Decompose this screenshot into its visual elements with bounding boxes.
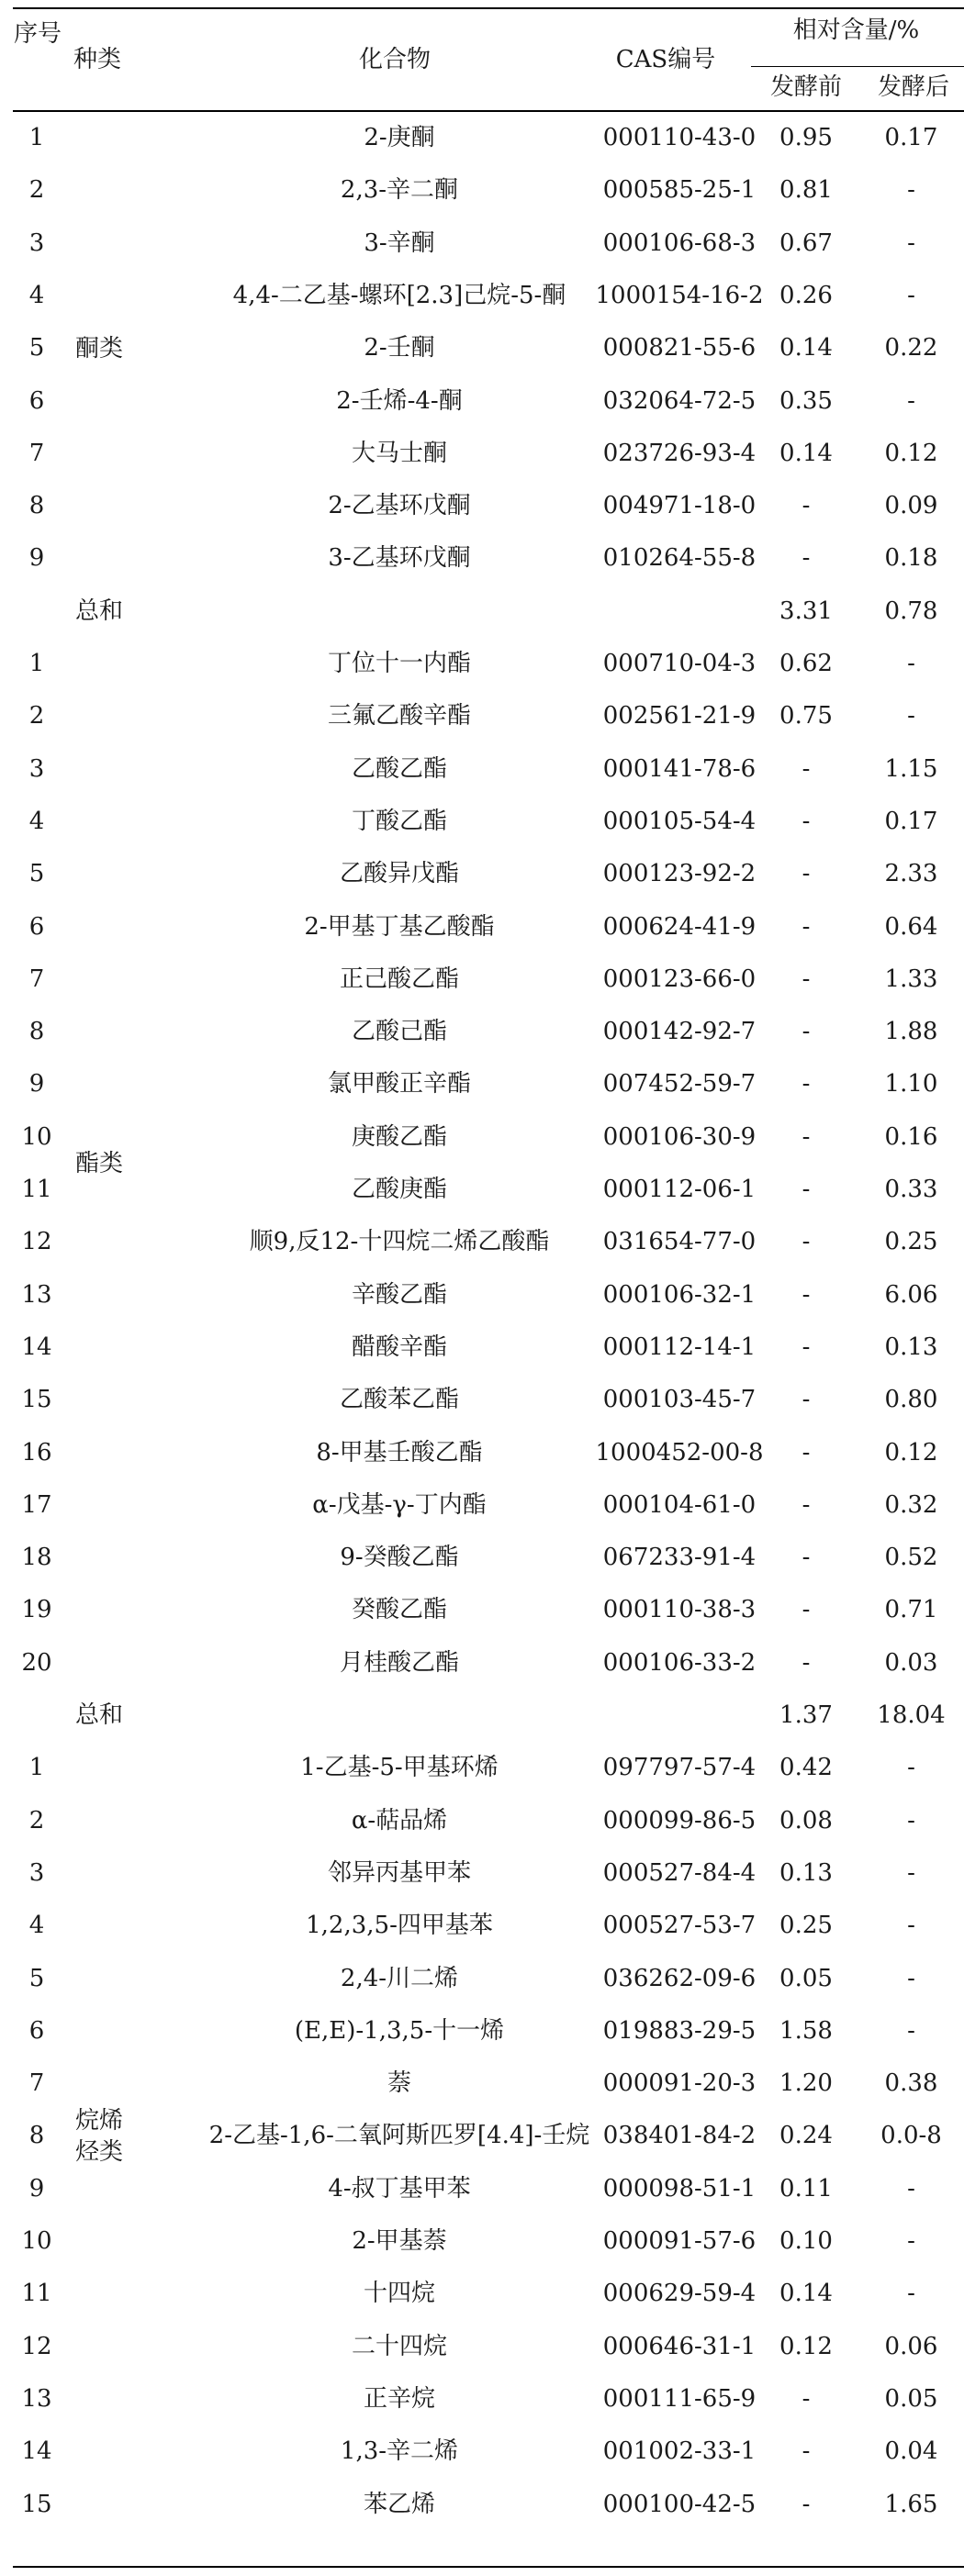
- row-seq: 14: [21, 2437, 52, 2466]
- top-rule: [13, 7, 964, 9]
- row-seq: 17: [21, 1490, 52, 1519]
- row-compound: 十四烷: [363, 2280, 435, 2308]
- row-compound: 月桂酸乙酯: [339, 1648, 459, 1677]
- row-after: 0.13: [884, 1333, 938, 1361]
- row-compound: 正己酸乙酯: [339, 965, 459, 993]
- row-seq: 1: [28, 650, 45, 677]
- row-after: 0.33: [884, 1176, 938, 1203]
- row-after: 1.15: [884, 754, 938, 783]
- header-relative-content: 相对含量/%: [792, 17, 920, 44]
- row-cas: 000646-31-1: [602, 2332, 757, 2360]
- row-cas: 000624-41-9: [602, 912, 757, 941]
- row-compound: 3-辛酮: [364, 229, 435, 257]
- row-before: 0.05: [779, 1964, 833, 1992]
- row-after: 1.33: [884, 965, 938, 993]
- row-seq: 2: [28, 702, 45, 730]
- row-cas: 000585-25-1: [602, 176, 757, 205]
- row-before: 0.26: [779, 281, 833, 309]
- row-seq: 2: [28, 1806, 45, 1834]
- row-cas: 000100-42-5: [602, 2490, 757, 2518]
- row-before: 0.13: [779, 1858, 833, 1887]
- row-seq: 8: [28, 492, 45, 520]
- table-row: [0, 953, 964, 1006]
- row-compound: 8-甲基壬酸乙酯: [316, 1438, 483, 1466]
- row-before: 0.25: [779, 1912, 833, 1940]
- row-after: -: [907, 2016, 915, 2045]
- row-before: -: [801, 2437, 811, 2466]
- row-seq: 4: [28, 281, 45, 309]
- row-cas: 000527-84-4: [602, 1858, 757, 1887]
- table-row: [0, 428, 964, 480]
- table-row: [0, 1532, 964, 1584]
- row-cas: 000112-06-1: [602, 1176, 757, 1203]
- row-after: 0.25: [884, 1228, 938, 1256]
- row-after: -: [907, 386, 915, 415]
- row-cas: 000629-59-4: [602, 2280, 757, 2308]
- row-seq: 9: [28, 1070, 45, 1098]
- header-after-fermentation: 发酵后: [877, 73, 949, 101]
- row-after: 0.06: [884, 2332, 938, 2360]
- row-compound: 2-甲基丁基乙酸酯: [304, 912, 495, 941]
- row-after: 0.52: [884, 1544, 938, 1572]
- row-seq: 20: [21, 1648, 52, 1677]
- row-after: -: [907, 2227, 915, 2255]
- row-seq: 1: [28, 124, 45, 151]
- row-after: 0.32: [884, 1490, 938, 1519]
- row-seq: 13: [21, 2384, 52, 2413]
- row-seq: 15: [21, 1386, 52, 1414]
- row-after: 0.17: [884, 124, 938, 151]
- row-compound: 2-乙基环戊酮: [328, 492, 471, 520]
- row-compound: 4-叔丁基甲苯: [328, 2174, 471, 2202]
- row-after: -: [907, 1858, 915, 1887]
- row-cas: 000527-53-7: [602, 1912, 757, 1940]
- row-compound: 丁酸乙酯: [351, 807, 447, 835]
- row-cas: 038401-84-2: [602, 2122, 757, 2150]
- row-seq: 14: [21, 1333, 52, 1361]
- table-row: [0, 270, 964, 322]
- row-before: 0.24: [779, 2122, 833, 2150]
- table-row: [0, 1006, 964, 1058]
- row-compound: α-萜品烯: [351, 1806, 448, 1834]
- row-cas: 000106-33-2: [602, 1648, 757, 1677]
- table-row: [0, 532, 964, 585]
- row-compound: 1-乙基-5-甲基环烯: [300, 1754, 499, 1782]
- row-before: 0.11: [779, 2174, 833, 2202]
- row-seq: 7: [28, 2069, 45, 2098]
- row-before: -: [801, 754, 811, 783]
- header-before-fermentation: 发酵前: [769, 73, 842, 101]
- row-before: -: [801, 1018, 811, 1046]
- table-row: [0, 2110, 964, 2162]
- row-compound: 苯乙烯: [363, 2490, 435, 2518]
- row-after: 0.12: [884, 1438, 938, 1466]
- table-row: [0, 1584, 964, 1636]
- row-cas: 097797-57-4: [602, 1754, 757, 1782]
- row-seq: 5: [28, 334, 45, 362]
- row-before: 0.14: [779, 334, 833, 362]
- row-compound: 4,4-二乙基-螺环[2.3]己烷-5-酮: [232, 281, 566, 309]
- table-row: [0, 848, 964, 900]
- table-row: [0, 1479, 964, 1532]
- row-before: 0.14: [779, 2280, 833, 2308]
- row-cas: 000099-86-5: [602, 1806, 757, 1834]
- row-before: 0.62: [779, 650, 833, 677]
- row-before: 0.95: [779, 124, 833, 151]
- row-compound: 三氟乙酸辛酯: [327, 702, 471, 730]
- row-after: -: [907, 281, 915, 309]
- row-cas: 000091-20-3: [602, 2069, 757, 2098]
- row-compound: 1,2,3,5-四甲基苯: [306, 1912, 493, 1940]
- row-cas: 000104-61-0: [602, 1490, 757, 1519]
- row-seq: 8: [28, 1018, 45, 1046]
- header-seq: 序号: [13, 20, 62, 48]
- row-before: -: [801, 1544, 811, 1572]
- row-seq: 2: [28, 176, 45, 205]
- category-label: 酯类: [75, 1150, 124, 1177]
- row-compound: 丁位十一内酯: [327, 650, 471, 677]
- row-after: 0.18: [884, 544, 938, 573]
- total-before: 3.31: [779, 597, 833, 625]
- row-cas: 000106-32-1: [602, 1280, 757, 1309]
- row-compound: 乙酸庚酯: [351, 1176, 447, 1203]
- table-row: [0, 743, 964, 796]
- row-cas: 000111-65-9: [602, 2384, 757, 2413]
- row-before: -: [801, 1122, 811, 1151]
- row-compound: 9-癸酸乙酯: [340, 1544, 459, 1572]
- row-before: -: [801, 1070, 811, 1098]
- row-cas: 000110-38-3: [602, 1596, 757, 1624]
- row-seq: 1: [28, 1754, 45, 1782]
- row-cas: 000710-04-3: [602, 650, 757, 677]
- row-before: 0.75: [779, 702, 833, 730]
- row-cas: 036262-09-6: [602, 1964, 757, 1992]
- row-after: -: [907, 1754, 915, 1782]
- row-before: -: [801, 1333, 811, 1361]
- row-seq: 9: [28, 2174, 45, 2202]
- row-seq: 12: [21, 1228, 52, 1256]
- row-compound: 2-乙基-1,6-二氧阿斯匹罗[4.4]-壬烷: [208, 2122, 590, 2150]
- row-seq: 4: [28, 807, 45, 835]
- table-row: [0, 1164, 964, 1216]
- row-cas: 023726-93-4: [602, 439, 757, 467]
- row-before: 0.14: [779, 439, 833, 467]
- row-seq: 19: [21, 1596, 52, 1624]
- row-after: 0.80: [884, 1386, 938, 1414]
- row-compound: 二十四烷: [351, 2332, 447, 2360]
- table-row: [0, 2479, 964, 2531]
- row-compound: 2-庚酮: [364, 124, 435, 151]
- row-seq: 3: [28, 229, 45, 257]
- table-row: [0, 1742, 964, 1794]
- row-after: -: [907, 1806, 915, 1834]
- row-cas: 000123-66-0: [602, 965, 757, 993]
- table-row: [0, 1269, 964, 1321]
- row-cas: 000821-55-6: [602, 334, 757, 362]
- total-label: 总和: [75, 597, 124, 625]
- table-row: [0, 164, 964, 217]
- row-before: -: [801, 2384, 811, 2413]
- row-compound: 乙酸异戊酯: [339, 860, 459, 888]
- row-before: -: [801, 1438, 811, 1466]
- row-cas: 067233-91-4: [602, 1544, 757, 1572]
- row-compound: 2-壬烯-4-酮: [336, 386, 463, 415]
- row-compound: 2,3-辛二酮: [340, 176, 459, 205]
- row-seq: 6: [28, 912, 45, 941]
- row-after: 1.65: [884, 2490, 938, 2518]
- row-cas: 000105-54-4: [602, 807, 757, 835]
- row-after: -: [907, 1912, 915, 1940]
- row-after: 0.09: [884, 492, 938, 520]
- row-cas: 1000154-16-2: [595, 281, 764, 309]
- row-cas: 000141-78-6: [602, 754, 757, 783]
- row-cas: 001002-33-1: [602, 2437, 757, 2466]
- row-cas: 002561-21-9: [602, 702, 757, 730]
- row-before: 0.08: [779, 1806, 833, 1834]
- row-seq: 9: [28, 544, 45, 573]
- table-row: [0, 901, 964, 953]
- bottom-rule: [13, 2566, 964, 2568]
- table-row: [0, 112, 964, 164]
- total-after: 18.04: [877, 1701, 946, 1729]
- row-compound: 正辛烷: [363, 2384, 435, 2413]
- table-row: [0, 638, 964, 690]
- row-seq: 18: [21, 1544, 52, 1572]
- row-after: -: [907, 229, 915, 257]
- table-row: [0, 2005, 964, 2057]
- row-cas: 1000452-00-8: [595, 1438, 764, 1466]
- row-before: -: [801, 1648, 811, 1677]
- row-seq: 11: [21, 2280, 52, 2308]
- table-row: [0, 480, 964, 532]
- header-sub-rule: [751, 66, 964, 67]
- row-seq: 8: [28, 2122, 45, 2150]
- row-cas: 007452-59-7: [602, 1070, 757, 1098]
- row-cas: 000098-51-1: [602, 2174, 757, 2202]
- row-after: -: [907, 176, 915, 205]
- category-label: 烷烯 烃类: [75, 2107, 124, 2167]
- row-before: 0.67: [779, 229, 833, 257]
- row-compound: (E,E)-1,3,5-十一烯: [294, 2016, 505, 2045]
- row-seq: 6: [28, 386, 45, 415]
- table-row: [0, 1795, 964, 1847]
- row-compound: 2-甲基萘: [352, 2227, 447, 2255]
- row-compound: 大马士酮: [351, 439, 447, 467]
- row-after: -: [907, 2280, 915, 2308]
- row-cas: 000123-92-2: [602, 860, 757, 888]
- table-row: [0, 1374, 964, 1426]
- row-cas: 010264-55-8: [602, 544, 757, 573]
- table-row: [0, 2268, 964, 2320]
- table-row: [0, 1953, 964, 2005]
- row-after: 0.0-8: [880, 2122, 942, 2150]
- row-before: 1.58: [779, 2016, 833, 2045]
- row-before: 0.42: [779, 1754, 833, 1782]
- row-before: 0.10: [779, 2227, 833, 2255]
- row-seq: 13: [21, 1280, 52, 1309]
- row-cas: 004971-18-0: [602, 492, 757, 520]
- row-compound: 乙酸己酯: [351, 1018, 447, 1046]
- row-before: -: [801, 1228, 811, 1256]
- header-category: 种类: [73, 46, 122, 73]
- row-compound: 1,3-辛二烯: [340, 2437, 459, 2466]
- total-after: 0.78: [884, 597, 938, 625]
- row-after: 0.05: [884, 2384, 938, 2413]
- category-label: 酮类: [75, 334, 124, 362]
- row-after: 0.71: [884, 1596, 938, 1624]
- row-after: 0.16: [884, 1122, 938, 1151]
- row-before: -: [801, 1490, 811, 1519]
- row-before: -: [801, 912, 811, 941]
- row-cas: 000106-68-3: [602, 229, 757, 257]
- row-before: -: [801, 965, 811, 993]
- row-before: -: [801, 807, 811, 835]
- table-row: [0, 1111, 964, 1164]
- row-seq: 5: [28, 1964, 45, 1992]
- row-cas: 032064-72-5: [602, 386, 757, 415]
- row-seq: 16: [21, 1438, 52, 1466]
- row-compound: 顺9,反12-十四烷二烯乙酸酯: [249, 1228, 550, 1256]
- row-compound: 庚酸乙酯: [351, 1122, 447, 1151]
- row-compound: 2-壬酮: [364, 334, 435, 362]
- row-after: 2.33: [884, 860, 938, 888]
- table-row: [0, 1321, 964, 1374]
- table-row: [0, 1900, 964, 1952]
- row-compound: 乙酸乙酯: [351, 754, 447, 783]
- row-before: -: [801, 1596, 811, 1624]
- row-cas: 000110-43-0: [602, 124, 757, 151]
- row-after: 0.03: [884, 1648, 938, 1677]
- row-seq: 10: [21, 2227, 52, 2255]
- table-row: [0, 2425, 964, 2478]
- table-row: [0, 2163, 964, 2215]
- row-before: -: [801, 860, 811, 888]
- row-compound: 醋酸辛酯: [351, 1333, 447, 1361]
- total-row: [0, 585, 964, 638]
- row-compound: 氯甲酸正辛酯: [327, 1070, 471, 1098]
- row-seq: 4: [28, 1912, 45, 1940]
- row-cas: 019883-29-5: [602, 2016, 757, 2045]
- row-compound: 2,4-川二烯: [340, 1964, 459, 1992]
- row-before: -: [801, 2490, 811, 2518]
- total-before: 1.37: [779, 1701, 833, 1729]
- row-seq: 3: [28, 754, 45, 783]
- row-cas: 000091-57-6: [602, 2227, 757, 2255]
- table-row: [0, 2215, 964, 2268]
- row-before: 0.12: [779, 2332, 833, 2360]
- row-after: 0.17: [884, 807, 938, 835]
- row-seq: 7: [28, 439, 45, 467]
- table-row: [0, 690, 964, 742]
- table-row: [0, 2321, 964, 2373]
- row-after: 1.88: [884, 1018, 938, 1046]
- row-after: -: [907, 702, 915, 730]
- row-compound: 辛酸乙酯: [351, 1280, 447, 1309]
- table-row: [0, 322, 964, 374]
- table-row: [0, 796, 964, 848]
- row-after: 0.38: [884, 2069, 938, 2098]
- row-seq: 12: [21, 2332, 52, 2360]
- table-row: [0, 375, 964, 428]
- row-after: 0.64: [884, 912, 938, 941]
- table-row: [0, 2373, 964, 2425]
- row-seq: 10: [21, 1122, 52, 1151]
- row-before: -: [801, 492, 811, 520]
- row-before: 0.35: [779, 386, 833, 415]
- row-after: 0.04: [884, 2437, 938, 2466]
- row-after: 0.12: [884, 439, 938, 467]
- row-seq: 11: [21, 1176, 52, 1203]
- row-compound: 3-乙基环戊酮: [328, 544, 471, 573]
- row-cas: 000103-45-7: [602, 1386, 757, 1414]
- table-row: [0, 1847, 964, 1900]
- row-after: -: [907, 650, 915, 677]
- row-cas: 031654-77-0: [602, 1228, 757, 1256]
- row-before: 0.81: [779, 176, 833, 205]
- table-row: [0, 2057, 964, 2110]
- row-seq: 15: [21, 2490, 52, 2518]
- row-compound: 乙酸苯乙酯: [339, 1386, 459, 1414]
- row-compound: 萘: [387, 2069, 411, 2098]
- row-cas: 000112-14-1: [602, 1333, 757, 1361]
- row-before: 1.20: [779, 2069, 833, 2098]
- row-before: -: [801, 1280, 811, 1309]
- row-compound: 邻异丙基甲苯: [327, 1858, 471, 1887]
- row-cas: 000142-92-7: [602, 1018, 757, 1046]
- row-after: 1.10: [884, 1070, 938, 1098]
- row-seq: 6: [28, 2016, 45, 2045]
- header-compound: 化合物: [358, 46, 431, 73]
- total-row: [0, 1689, 964, 1742]
- row-seq: 5: [28, 860, 45, 888]
- row-after: -: [907, 1964, 915, 1992]
- row-after: 0.22: [884, 334, 938, 362]
- table-row: [0, 1058, 964, 1110]
- row-after: -: [907, 2174, 915, 2202]
- row-before: -: [801, 544, 811, 573]
- table-row: [0, 1427, 964, 1479]
- row-compound: 癸酸乙酯: [351, 1596, 447, 1624]
- table-row: [0, 1216, 964, 1268]
- row-after: 6.06: [884, 1280, 938, 1309]
- row-seq: 7: [28, 965, 45, 993]
- row-before: -: [801, 1176, 811, 1203]
- row-seq: 3: [28, 1858, 45, 1887]
- row-before: -: [801, 1386, 811, 1414]
- table-row: [0, 217, 964, 270]
- total-label: 总和: [75, 1701, 124, 1729]
- header-cas: CAS编号: [615, 46, 716, 73]
- row-cas: 000106-30-9: [602, 1122, 757, 1151]
- table-row: [0, 1637, 964, 1689]
- row-compound: α-戊基-γ-丁内酯: [312, 1490, 487, 1519]
